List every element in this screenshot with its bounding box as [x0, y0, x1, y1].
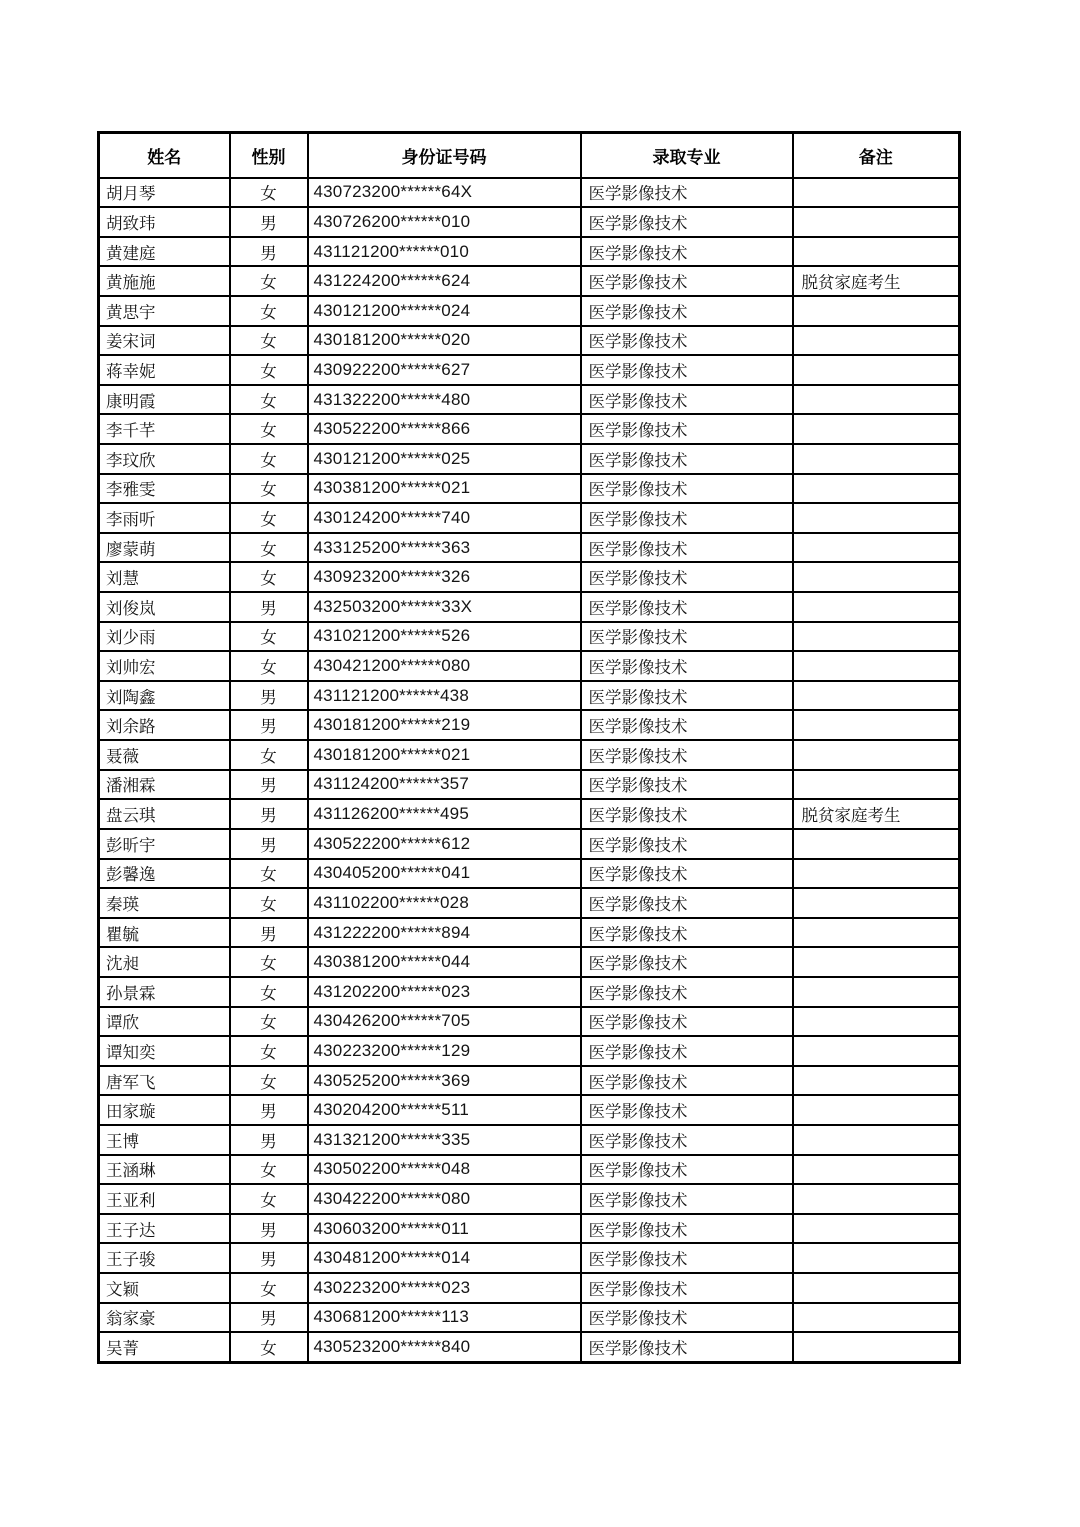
table-row	[99, 859, 960, 889]
table-body	[99, 178, 960, 1363]
cell-major: 医学影像技术	[581, 710, 793, 740]
cell-gender: 女	[230, 1184, 308, 1214]
cell-remark	[793, 1303, 960, 1333]
cell-id: 430525200******369	[308, 1066, 581, 1096]
cell-id: 430121200******024	[308, 296, 581, 326]
cell-gender: 女	[230, 1066, 308, 1096]
table-row	[99, 681, 960, 711]
cell-name: 王博	[99, 1125, 230, 1155]
cell-remark	[793, 237, 960, 267]
header-row	[99, 133, 960, 178]
cell-remark	[793, 1243, 960, 1273]
cell-gender: 女	[230, 622, 308, 652]
cell-name: 刘俊岚	[99, 592, 230, 622]
cell-major: 医学影像技术	[581, 355, 793, 385]
header-name: 姓名	[99, 133, 230, 178]
cell-name: 康明霞	[99, 385, 230, 415]
cell-id: 430421200******080	[308, 651, 581, 681]
cell-major: 医学影像技术	[581, 1007, 793, 1037]
cell-id: 432503200******33X	[308, 592, 581, 622]
table-row	[99, 1007, 960, 1037]
cell-name: 黄施施	[99, 266, 230, 296]
cell-name: 吴菁	[99, 1332, 230, 1362]
cell-gender: 女	[230, 977, 308, 1007]
cell-name: 唐军飞	[99, 1066, 230, 1096]
cell-major: 医学影像技术	[581, 1125, 793, 1155]
cell-gender: 女	[230, 859, 308, 889]
cell-gender: 女	[230, 1007, 308, 1037]
cell-id: 430426200******705	[308, 1007, 581, 1037]
cell-name: 瞿毓	[99, 918, 230, 948]
table-row	[99, 1303, 960, 1333]
cell-remark	[793, 533, 960, 563]
cell-gender: 女	[230, 444, 308, 474]
cell-id: 431102200******028	[308, 888, 581, 918]
cell-name: 孙景霖	[99, 977, 230, 1007]
cell-remark	[793, 622, 960, 652]
cell-major: 医学影像技术	[581, 207, 793, 237]
cell-remark	[793, 385, 960, 415]
table-row	[99, 326, 960, 356]
cell-name: 翁家豪	[99, 1303, 230, 1333]
cell-name: 文颖	[99, 1273, 230, 1303]
cell-remark	[793, 1332, 960, 1362]
cell-major: 医学影像技术	[581, 918, 793, 948]
cell-gender: 男	[230, 918, 308, 948]
cell-gender: 男	[230, 592, 308, 622]
cell-major: 医学影像技术	[581, 296, 793, 326]
cell-id: 430223200******023	[308, 1273, 581, 1303]
cell-id: 430121200******025	[308, 444, 581, 474]
cell-name: 田家璇	[99, 1095, 230, 1125]
cell-name: 潘湘霖	[99, 770, 230, 800]
table-row	[99, 414, 960, 444]
cell-name: 王涵琳	[99, 1155, 230, 1185]
cell-gender: 女	[230, 266, 308, 296]
header-major: 录取专业	[581, 133, 793, 178]
cell-remark	[793, 207, 960, 237]
cell-name: 王亚利	[99, 1184, 230, 1214]
table-row	[99, 355, 960, 385]
cell-remark	[793, 178, 960, 208]
cell-major: 医学影像技术	[581, 859, 793, 889]
table-row	[99, 740, 960, 770]
cell-name: 彭昕宇	[99, 829, 230, 859]
cell-remark	[793, 977, 960, 1007]
cell-id: 430422200******080	[308, 1184, 581, 1214]
table-row	[99, 385, 960, 415]
cell-major: 医学影像技术	[581, 799, 793, 829]
cell-remark	[793, 1066, 960, 1096]
cell-gender: 男	[230, 237, 308, 267]
cell-id: 431126200******495	[308, 799, 581, 829]
table-row	[99, 237, 960, 267]
cell-remark: 脱贫家庭考生	[793, 799, 960, 829]
cell-major: 医学影像技术	[581, 385, 793, 415]
cell-gender: 女	[230, 1332, 308, 1362]
table-row	[99, 444, 960, 474]
cell-id: 430603200******011	[308, 1214, 581, 1244]
table-row	[99, 888, 960, 918]
cell-name: 廖蒙萌	[99, 533, 230, 563]
cell-gender: 女	[230, 1155, 308, 1185]
cell-gender: 女	[230, 178, 308, 208]
table-row	[99, 651, 960, 681]
table-row	[99, 178, 960, 208]
cell-gender: 女	[230, 1036, 308, 1066]
cell-major: 医学影像技术	[581, 474, 793, 504]
cell-major: 医学影像技术	[581, 266, 793, 296]
cell-name: 李雨听	[99, 503, 230, 533]
table-row	[99, 1155, 960, 1185]
table-row	[99, 266, 960, 296]
cell-name: 黄建庭	[99, 237, 230, 267]
cell-remark	[793, 296, 960, 326]
cell-id: 431021200******526	[308, 622, 581, 652]
cell-gender: 女	[230, 503, 308, 533]
cell-major: 医学影像技术	[581, 1214, 793, 1244]
header-gender: 性别	[230, 133, 308, 178]
cell-major: 医学影像技术	[581, 740, 793, 770]
cell-id: 430204200******511	[308, 1095, 581, 1125]
cell-remark	[793, 651, 960, 681]
cell-name: 谭欣	[99, 1007, 230, 1037]
table-row	[99, 503, 960, 533]
cell-remark	[793, 355, 960, 385]
cell-gender: 女	[230, 326, 308, 356]
cell-id: 430923200******326	[308, 562, 581, 592]
cell-major: 医学影像技术	[581, 326, 793, 356]
cell-major: 医学影像技术	[581, 977, 793, 1007]
cell-remark	[793, 770, 960, 800]
cell-remark	[793, 562, 960, 592]
cell-remark	[793, 710, 960, 740]
cell-id: 431202200******023	[308, 977, 581, 1007]
table-row	[99, 1184, 960, 1214]
cell-remark	[793, 1007, 960, 1037]
cell-remark	[793, 1095, 960, 1125]
cell-gender: 男	[230, 1095, 308, 1125]
table-row	[99, 918, 960, 948]
cell-gender: 女	[230, 562, 308, 592]
cell-name: 胡致玮	[99, 207, 230, 237]
cell-remark	[793, 918, 960, 948]
cell-name: 刘慧	[99, 562, 230, 592]
cell-name: 王子达	[99, 1214, 230, 1244]
cell-gender: 男	[230, 799, 308, 829]
cell-name: 刘陶鑫	[99, 681, 230, 711]
cell-remark: 脱贫家庭考生	[793, 266, 960, 296]
table-row	[99, 1095, 960, 1125]
cell-major: 医学影像技术	[581, 770, 793, 800]
cell-gender: 女	[230, 296, 308, 326]
admission-table	[97, 131, 961, 1364]
cell-gender: 女	[230, 474, 308, 504]
cell-remark	[793, 947, 960, 977]
cell-gender: 男	[230, 770, 308, 800]
cell-name: 沈昶	[99, 947, 230, 977]
table-row	[99, 474, 960, 504]
cell-remark	[793, 414, 960, 444]
cell-remark	[793, 888, 960, 918]
table-row	[99, 799, 960, 829]
cell-remark	[793, 829, 960, 859]
cell-id: 430181200******219	[308, 710, 581, 740]
cell-major: 医学影像技术	[581, 651, 793, 681]
cell-remark	[793, 1214, 960, 1244]
cell-id: 430381200******044	[308, 947, 581, 977]
cell-major: 医学影像技术	[581, 178, 793, 208]
cell-id: 430523200******840	[308, 1332, 581, 1362]
cell-major: 医学影像技术	[581, 1036, 793, 1066]
cell-major: 医学影像技术	[581, 829, 793, 859]
cell-remark	[793, 1184, 960, 1214]
cell-remark	[793, 740, 960, 770]
cell-name: 李玟欣	[99, 444, 230, 474]
cell-name: 聂薇	[99, 740, 230, 770]
cell-id: 430181200******021	[308, 740, 581, 770]
cell-name: 李雅雯	[99, 474, 230, 504]
table-row	[99, 1066, 960, 1096]
cell-major: 医学影像技术	[581, 1184, 793, 1214]
cell-major: 医学影像技术	[581, 1155, 793, 1185]
table-row	[99, 296, 960, 326]
cell-name: 黄思宇	[99, 296, 230, 326]
cell-id: 430726200******010	[308, 207, 581, 237]
cell-name: 刘余路	[99, 710, 230, 740]
cell-remark	[793, 326, 960, 356]
table-row	[99, 977, 960, 1007]
cell-id: 430723200******64X	[308, 178, 581, 208]
table-row	[99, 829, 960, 859]
cell-gender: 女	[230, 385, 308, 415]
cell-id: 430405200******041	[308, 859, 581, 889]
cell-gender: 女	[230, 888, 308, 918]
cell-remark	[793, 859, 960, 889]
cell-name: 蒋幸妮	[99, 355, 230, 385]
cell-id: 433125200******363	[308, 533, 581, 563]
table-row	[99, 770, 960, 800]
cell-gender: 女	[230, 651, 308, 681]
cell-name: 谭知奕	[99, 1036, 230, 1066]
cell-major: 医学影像技术	[581, 888, 793, 918]
cell-id: 431321200******335	[308, 1125, 581, 1155]
header-id: 身份证号码	[308, 133, 581, 178]
cell-name: 王子骏	[99, 1243, 230, 1273]
cell-major: 医学影像技术	[581, 1095, 793, 1125]
cell-id: 430381200******021	[308, 474, 581, 504]
cell-remark	[793, 1155, 960, 1185]
cell-id: 430502200******048	[308, 1155, 581, 1185]
cell-remark	[793, 1036, 960, 1066]
cell-id: 430522200******866	[308, 414, 581, 444]
cell-gender: 女	[230, 533, 308, 563]
cell-id: 431322200******480	[308, 385, 581, 415]
cell-remark	[793, 503, 960, 533]
cell-gender: 男	[230, 1214, 308, 1244]
cell-major: 医学影像技术	[581, 681, 793, 711]
cell-major: 医学影像技术	[581, 237, 793, 267]
cell-gender: 女	[230, 1273, 308, 1303]
cell-remark	[793, 681, 960, 711]
cell-id: 430124200******740	[308, 503, 581, 533]
table-row	[99, 1214, 960, 1244]
cell-gender: 女	[230, 947, 308, 977]
table-header	[99, 133, 960, 178]
table-row	[99, 622, 960, 652]
cell-name: 秦瑛	[99, 888, 230, 918]
cell-remark	[793, 1273, 960, 1303]
cell-major: 医学影像技术	[581, 562, 793, 592]
cell-name: 盘云琪	[99, 799, 230, 829]
cell-gender: 男	[230, 710, 308, 740]
cell-id: 431222200******894	[308, 918, 581, 948]
cell-gender: 男	[230, 681, 308, 711]
cell-gender: 女	[230, 355, 308, 385]
table-row	[99, 1243, 960, 1273]
cell-major: 医学影像技术	[581, 1243, 793, 1273]
table-row	[99, 562, 960, 592]
cell-id: 431224200******624	[308, 266, 581, 296]
cell-id: 431121200******010	[308, 237, 581, 267]
cell-gender: 男	[230, 829, 308, 859]
cell-major: 医学影像技术	[581, 947, 793, 977]
cell-id: 430681200******113	[308, 1303, 581, 1333]
cell-gender: 男	[230, 207, 308, 237]
table-row	[99, 1273, 960, 1303]
cell-remark	[793, 474, 960, 504]
cell-remark	[793, 444, 960, 474]
cell-name: 姜宋词	[99, 326, 230, 356]
cell-name: 刘帅宏	[99, 651, 230, 681]
cell-major: 医学影像技术	[581, 622, 793, 652]
cell-major: 医学影像技术	[581, 1066, 793, 1096]
header-remark: 备注	[793, 133, 960, 178]
cell-major: 医学影像技术	[581, 444, 793, 474]
cell-id: 430481200******014	[308, 1243, 581, 1273]
cell-id: 431121200******438	[308, 681, 581, 711]
table-row	[99, 1036, 960, 1066]
table-row	[99, 1332, 960, 1362]
cell-gender: 男	[230, 1243, 308, 1273]
cell-id: 430223200******129	[308, 1036, 581, 1066]
cell-major: 医学影像技术	[581, 1303, 793, 1333]
cell-name: 胡月琴	[99, 178, 230, 208]
cell-id: 430181200******020	[308, 326, 581, 356]
cell-remark	[793, 592, 960, 622]
cell-gender: 男	[230, 1125, 308, 1155]
cell-major: 医学影像技术	[581, 1332, 793, 1362]
cell-major: 医学影像技术	[581, 592, 793, 622]
table-row	[99, 1125, 960, 1155]
table-row	[99, 710, 960, 740]
table-row	[99, 947, 960, 977]
cell-gender: 女	[230, 740, 308, 770]
table-row	[99, 207, 960, 237]
table-row	[99, 533, 960, 563]
cell-gender: 男	[230, 1303, 308, 1333]
cell-id: 430522200******612	[308, 829, 581, 859]
cell-remark	[793, 1125, 960, 1155]
cell-id: 430922200******627	[308, 355, 581, 385]
cell-id: 431124200******357	[308, 770, 581, 800]
table-row	[99, 592, 960, 622]
cell-name: 刘少雨	[99, 622, 230, 652]
cell-major: 医学影像技术	[581, 1273, 793, 1303]
cell-major: 医学影像技术	[581, 533, 793, 563]
cell-name: 李千芊	[99, 414, 230, 444]
cell-major: 医学影像技术	[581, 414, 793, 444]
cell-gender: 女	[230, 414, 308, 444]
cell-major: 医学影像技术	[581, 503, 793, 533]
cell-name: 彭馨逸	[99, 859, 230, 889]
